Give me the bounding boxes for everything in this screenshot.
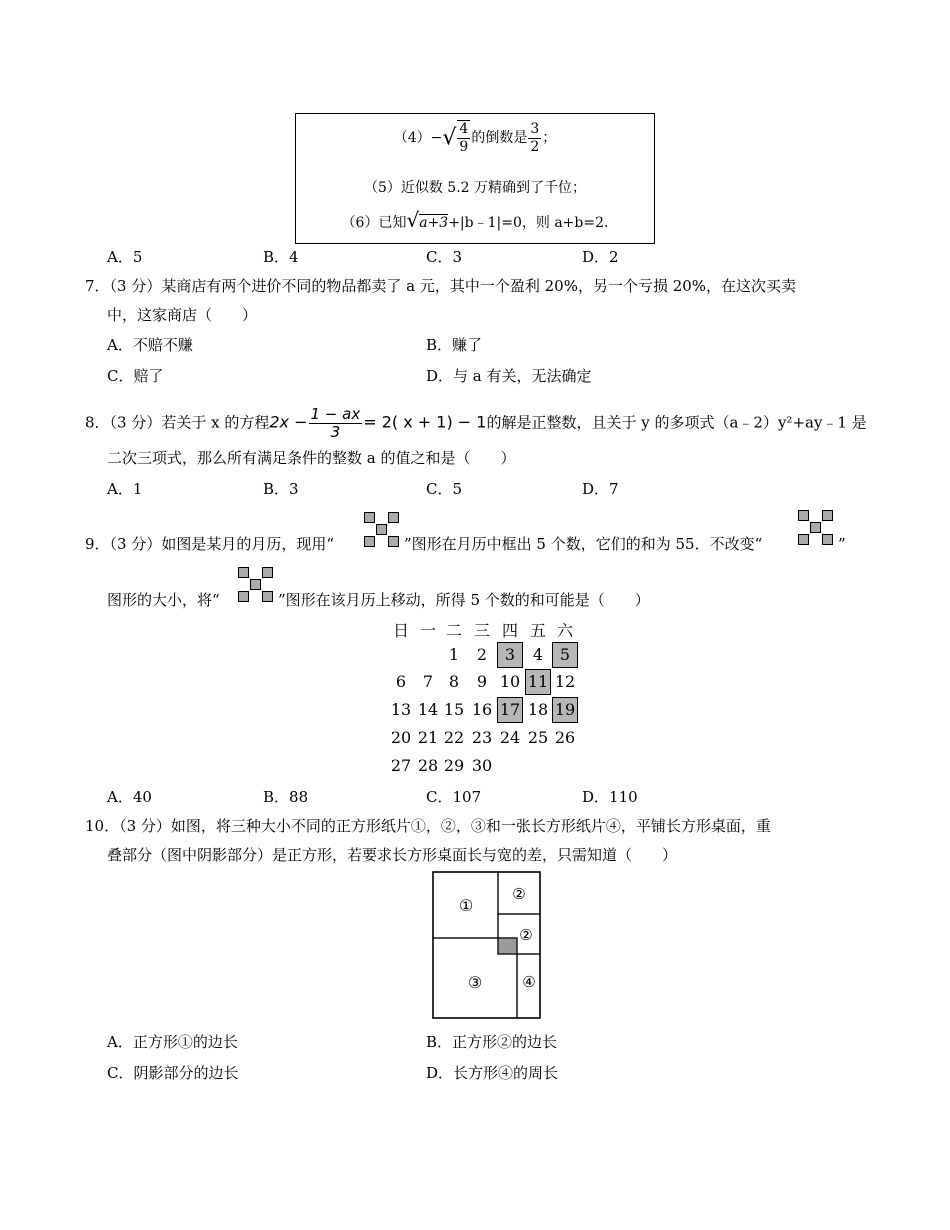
radicand: a+3: [419, 215, 449, 231]
label-2-mid: ②: [519, 926, 533, 944]
calendar-weekday: 五: [529, 621, 546, 640]
label-3: ③: [467, 973, 483, 992]
cross-shape-icon: [238, 567, 278, 605]
calendar-day: 1: [448, 645, 460, 664]
calendar-day: 7: [422, 672, 434, 691]
calendar-day: 23: [471, 728, 493, 747]
calendar-day-highlighted: 19: [552, 697, 578, 723]
calendar-day: 29: [443, 756, 465, 775]
calendar-day: 27: [390, 756, 412, 775]
shape-square: [822, 534, 833, 545]
statement-6-prefix: （6）已知: [341, 215, 407, 231]
shape-square: [250, 579, 261, 590]
shape-square: [376, 524, 387, 535]
q8-prefix: 8．（3 分）若关于 x 的方程: [85, 413, 270, 432]
calendar-day-highlighted: 5: [552, 642, 578, 668]
cross-shape-icon: [798, 510, 838, 548]
q9-stem-part4: 图形的大小，将“: [107, 591, 220, 609]
q6-option-d[interactable]: D．2: [582, 248, 619, 266]
statement-4-prefix: （4）−: [393, 130, 443, 146]
calendar-day: 20: [390, 728, 412, 747]
calendar-day-highlighted: 17: [497, 697, 523, 723]
label-2-top: ②: [512, 885, 526, 903]
calendar-day-highlighted: 3: [497, 642, 523, 668]
q7-stem-line2: 中，这家商店（ ）: [107, 306, 258, 324]
statement-box: [295, 113, 655, 244]
calendar-day: 16: [471, 700, 493, 719]
calendar-day: 2: [476, 645, 488, 664]
q9-stem-part5: ”图形在该月历上移动，所得 5 个数的和可能是（ ）: [278, 591, 650, 609]
equation-left: 2x −: [269, 412, 308, 432]
fraction-4-9: [457, 120, 470, 156]
q6-option-a[interactable]: A．5: [107, 248, 143, 266]
statement-6-rest: +|b﹣1|=0，则 a+b=2.: [448, 215, 609, 231]
q7-option-c[interactable]: C．赔了: [107, 367, 164, 385]
calendar-day: 25: [527, 728, 549, 747]
calendar-weekday: 四: [501, 621, 518, 640]
shape-square: [798, 510, 809, 521]
calendar-weekday: 一: [419, 621, 436, 640]
calendar-day: 28: [417, 756, 439, 775]
square-tiling-diagram: [432, 871, 542, 1021]
q9-option-b[interactable]: B．88: [263, 788, 309, 806]
calendar-day: 13: [390, 700, 412, 719]
frac-denominator: 9: [459, 139, 469, 155]
calendar-day-highlighted: 11: [525, 669, 551, 695]
q10-stem-line1: 10．（3 分）如图，将三种大小不同的正方形纸片①，②，③和一张长方形纸片④，平铺长方形桌面，重: [85, 817, 771, 835]
q6-option-b[interactable]: B．4: [263, 248, 299, 266]
calendar-weekday: 日: [392, 621, 409, 640]
frac-numerator: 1 − ax: [310, 405, 361, 423]
calendar-day: 26: [554, 728, 576, 747]
shape-square: [238, 567, 249, 578]
equation-right: = 2( x + 1) − 1: [363, 412, 487, 432]
frac-numerator: 3: [530, 120, 540, 137]
q8-option-d[interactable]: D．7: [582, 480, 619, 498]
calendar-day: 18: [527, 700, 549, 719]
q8-option-c[interactable]: C．5: [426, 480, 463, 498]
q6-option-c[interactable]: C．3: [426, 248, 463, 266]
q7-option-a[interactable]: A．不赔不赚: [107, 336, 193, 354]
frac-denominator: 2: [530, 138, 540, 155]
q8-option-b[interactable]: B．3: [263, 480, 299, 498]
calendar-weekday: 二: [445, 621, 462, 640]
q8-stem-line1: [85, 406, 867, 441]
calendar-day: 24: [499, 728, 521, 747]
calendar-day: 21: [417, 728, 439, 747]
label-4: ④: [522, 973, 536, 991]
shape-square: [810, 522, 821, 533]
q10-option-c[interactable]: C．阴影部分的边长: [107, 1064, 239, 1082]
q9-stem-part3: ”: [838, 535, 846, 553]
statement-4-mid: 的倒数是: [471, 130, 528, 146]
statement-5: （5）近似数 5.2 万精确到了千位；: [363, 180, 587, 196]
q9-stem-part1: 9．（3 分）如图是某月的月历，现用“: [85, 535, 335, 553]
shape-square: [798, 534, 809, 545]
q7-option-b[interactable]: B．赚了: [426, 336, 483, 354]
shape-square: [822, 510, 833, 521]
shape-square: [364, 536, 375, 547]
shape-square: [262, 567, 273, 578]
shape-square: [364, 512, 375, 523]
calendar-weekday: 六: [556, 621, 573, 640]
calendar-day: 12: [554, 672, 576, 691]
calendar-day: 10: [499, 672, 521, 691]
q9-stem-part2: ”图形在月历中框出 5 个数，它们的和为 55．不改变“: [404, 535, 763, 553]
q9-option-d[interactable]: D．110: [582, 788, 638, 806]
calendar-day: 14: [417, 700, 439, 719]
calendar-day: 8: [448, 672, 460, 691]
q7-stem-line1: 7．（3 分）某商店有两个进价不同的物品都卖了 a 元，其中一个盈利 20%，另一个亏损 20%，在这次买卖: [85, 277, 797, 295]
calendar-day: 6: [395, 672, 407, 691]
overlap-shaded-square: [498, 938, 517, 954]
q7-option-d[interactable]: D．与 a 有关，无法确定: [426, 367, 592, 385]
q10-option-a[interactable]: A．正方形①的边长: [107, 1033, 238, 1051]
shape-square: [238, 591, 249, 602]
calendar-day: 30: [471, 756, 493, 775]
label-1: ①: [458, 896, 474, 915]
q10-option-b[interactable]: B．正方形②的边长: [426, 1033, 558, 1051]
shape-square: [388, 536, 399, 547]
radical-sign: √: [406, 208, 420, 232]
equation-fraction: [309, 406, 363, 441]
frac-numerator: 4: [459, 121, 469, 137]
q9-option-c[interactable]: C．107: [426, 788, 482, 806]
frac-denominator: 3: [330, 423, 341, 441]
shape-square: [262, 591, 273, 602]
cross-shape-icon: [364, 512, 404, 550]
q10-option-d[interactable]: D．长方形④的周长: [426, 1064, 559, 1082]
calendar-day: 9: [476, 672, 488, 691]
fraction-3-2: [528, 121, 541, 156]
q9-option-a[interactable]: A．40: [107, 788, 152, 806]
radical-sign: √: [442, 125, 457, 151]
q10-stem-line2: 叠部分（图中阴影部分）是正方形，若要求长方形桌面长与宽的差，只需知道（ ）: [107, 846, 678, 864]
q8-stem-line2: 二次三项式，那么所有满足条件的整数 a 的值之和是（ ）: [107, 449, 516, 467]
statement-6: [296, 208, 654, 232]
calendar-day: 4: [532, 645, 544, 664]
calendar-day: 15: [443, 700, 465, 719]
shape-square: [388, 512, 399, 523]
q8-suffix: 的解是正整数，且关于 y 的多项式（a﹣2）y²+ay﹣1 是: [486, 413, 867, 432]
statement-4: [296, 120, 654, 156]
statement-4-end: ；: [542, 130, 557, 146]
calendar-day: 22: [443, 728, 465, 747]
calendar-weekday: 三: [473, 621, 490, 640]
q8-option-a[interactable]: A．1: [107, 480, 143, 498]
